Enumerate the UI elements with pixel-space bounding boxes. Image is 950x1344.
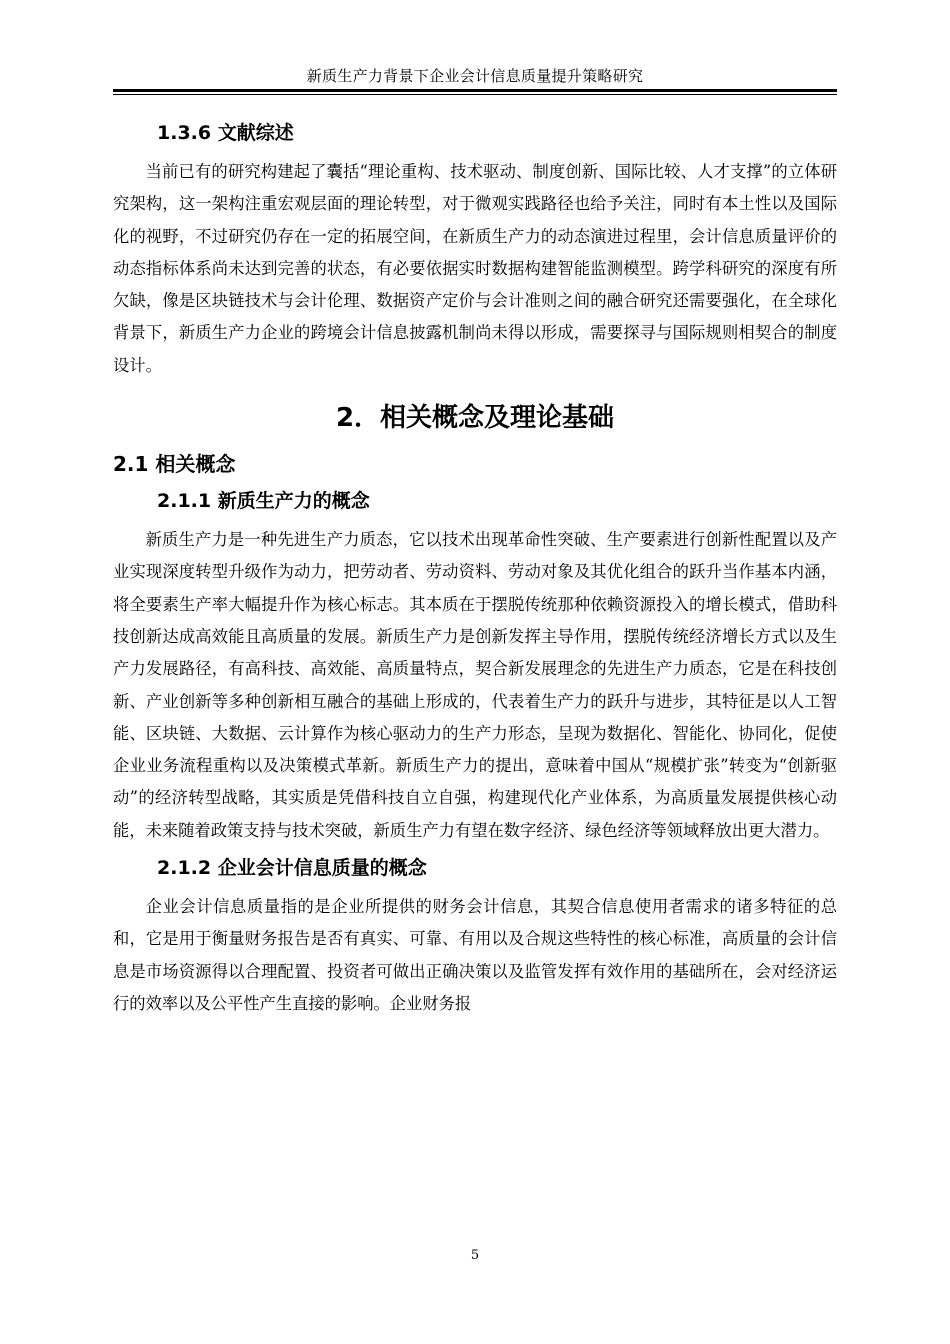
header-rule-thin [113,94,837,95]
page-body [113,112,837,1020]
section-heading-2-1-2: 2.1.2 企业会计信息质量的概念 [157,857,427,880]
section-heading-1-3-6: 1.3.6 文献综述 [157,122,294,144]
chapter-heading-2: 2．相关概念及理论基础 [335,403,615,434]
section-heading-2-1: 2.1 相关概念 [113,452,236,477]
running-header: 新质生产力背景下企业会计信息质量提升策略研究 [306,67,644,85]
paragraph-accounting-quality: 企业会计信息质量指的是企业所提供的财务会计信息，其契合信息使用者需求的诸多特征的总和，它是用于衡量财务报告是否有真实、可靠、有用以及合规这些特性的核心标准，高质量的会计信息是市场资源得以合理配置、投资者可做出正确决策以及监管发挥有效作用的基础所在，会对经济运行的效率以及公平性产生直接的影响。企业财务报 [113,897,837,1013]
section-heading-2-1-1: 2.1.1 新质生产力的概念 [157,490,370,513]
paragraph-new-productivity: 新质生产力是一种先进生产力质态，它以技术出现革命性突破、生产要素进行创新性配置以及产业实现深度转型升级作为动力，把劳动者、劳动资料、劳动对象及其优化组合的跃升当作基本内涵，将全要素生产率大幅提升作为核心标志。其本质在于摆脱传统那种依赖资源投入的增长模式，借助科技创新达成高效能且高质量的发展。新质生产力是创新发挥主导作用，摆脱传统经济增长方式以及生产力发展路径，有高科技、高效能、高质量特点，契合新发展理念的先进生产力质态，它是在科技创新、产业创新等多种创新相互融合的基础上形成的，代表着生产力的跃升与进步，其特征是以人工智能、区块链、大数据、云计算作为核心驱动力的生产力形态，呈现为数据化、智能化、协同化，促使企业业务流程重构以及决策模式革新。新质生产力的提出，意味着中国从“规模扩张”转变为“创新驱动”的经济转型战略，其实质是凭借科技自立自强，构建现代化产业体系，为高质量发展提供核心动能，未来随着政策支持与技术突破，新质生产力有望在数字经济、绿色经济等领域释放出更大潜力。 [113,530,837,840]
header-rule-thick [113,89,837,92]
page-number: 5 [470,1248,480,1263]
paragraph-literature-review: 当前已有的研究构建起了囊括“理论重构、技术驱动、制度创新、国际比较、人才支撑”的立体研究架构，这一架构注重宏观层面的理论转型，对于微观实践路径也给予关注，同时有本土性以及国际化的视野，不过研究仍存在一定的拓展空间，在新质生产力的动态演进过程里，会计信息质量评价的动态指标体系尚未达到完善的状态，有必要依据实时数据构建智能监测模型。跨学科研究的深度有所欠缺，像是区块链技术与会计伦理、数据资产定价与会计准则之间的融合研究还需要强化，在全球化背景下，新质生产力企业的跨境会计信息披露机制尚未得以形成，需要探寻与国际规则相契合的制度设计。 [113,162,837,375]
